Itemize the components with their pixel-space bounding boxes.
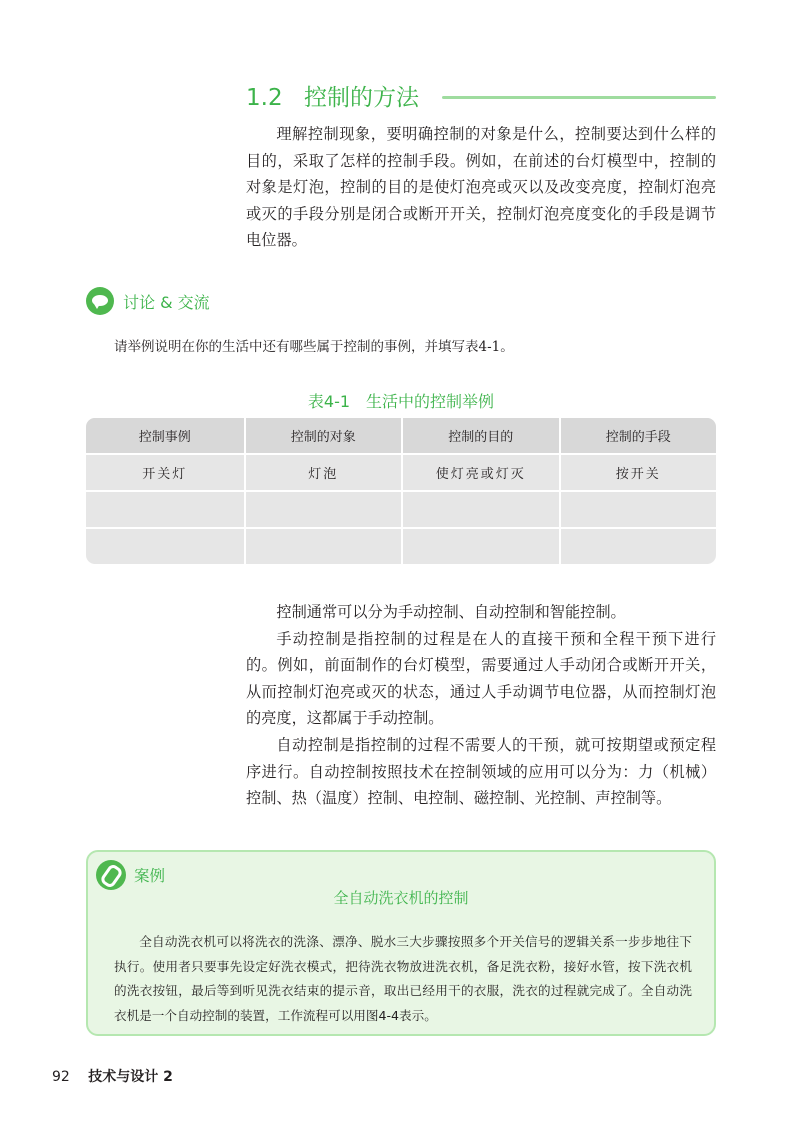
discussion-prompt: 请举例说明在你的生活中还有哪些属于控制的事例，并填写表4-1。 (114, 339, 514, 355)
table-row (86, 528, 716, 564)
section-title: 控制的方法 (304, 85, 419, 111)
table-row (86, 454, 716, 490)
case-text: 全自动洗衣机可以将洗衣的洗涤、漂净、脱水三大步骤按照多个开关信号的逻辑关系一步步地往下执行。使用者只要事先设定好洗衣模式，把待洗衣物放进洗衣机，备足洗衣粉，接好水管，按下洗衣机的洗衣按钮，最后等到听见洗衣结束的提示音，取出已经用干的衣服，洗衣的过程就完成了。全自动洗衣机是一个自动控制的装置，工作流程可以用图4-4表示。 (114, 934, 692, 1023)
table-header-cell: 控制的对象 (244, 418, 402, 453)
case-label: 案例 (134, 867, 166, 885)
book-title: 技术与设计 2 (88, 1069, 173, 1085)
table-cell (86, 528, 244, 564)
body-paragraph: 自动控制是指控制的过程不需要人的干预，就可按期望或预定程序进行。自动控制按照技术在控制领域的应用可以分为：力（机械）控制、热（温度）控制、电控制、磁控制、光控制、声控制等。 (246, 735, 716, 808)
heading-rule (442, 96, 716, 99)
case-box (86, 850, 716, 1036)
table-header-row (86, 418, 716, 453)
table-row (86, 491, 716, 527)
case-icon (96, 860, 126, 890)
table-cell (401, 528, 559, 564)
table-cell (401, 491, 559, 527)
table-header-cell: 控制事例 (138, 430, 191, 445)
table-cell (559, 491, 717, 527)
table-cell: 开关灯 (142, 466, 188, 482)
table-header-cell: 控制的手段 (559, 418, 717, 453)
speech-bubble-icon (86, 287, 114, 315)
body-paragraph: 控制通常可以分为手动控制、自动控制和智能控制。 (276, 603, 626, 621)
page-number: 92 (52, 1069, 70, 1085)
body-paragraph: 手动控制是指控制的过程是在人的直接干预和全程干预下进行的。例如，前面制作的台灯模型，需要通过人手动闭合或断开开关，从而控制灯泡亮或灭的状态，通过人手动调节电位器，从而控制灯泡的亮度，这都属于手动控制。 (246, 629, 716, 728)
body-text (246, 599, 716, 812)
section-number: 1.2 (246, 85, 283, 111)
page-footer (52, 1066, 173, 1086)
discussion-label: 讨论 & 交流 (123, 293, 210, 312)
table-caption: 表4-1 生活中的控制举例 (307, 392, 495, 411)
intro-paragraph: 理解控制现象，要明确控制的对象是什么，控制要达到什么样的目的，采取了怎样的控制手段。例如，在前述的台灯模型中，控制的对象是灯泡，控制的目的是使灯泡亮或灭以及改变亮度，控制灯泡亮或灭的手段分别是闭合或断开开关，控制灯泡亮度变化的手段是调节电位器。 (246, 125, 716, 250)
table-cell (86, 491, 244, 527)
table-cell: 灯泡 (244, 454, 402, 490)
section-heading (246, 80, 716, 116)
table-cell: 使灯亮或灯灭 (401, 454, 559, 490)
table-cell (244, 528, 402, 564)
control-examples-table (86, 418, 716, 564)
table-cell: 按开关 (559, 454, 717, 490)
table-cell (244, 491, 402, 527)
table-cell (559, 528, 717, 564)
case-title: 全自动洗衣机的控制 (333, 889, 469, 907)
table-header-cell: 控制的目的 (401, 418, 559, 453)
